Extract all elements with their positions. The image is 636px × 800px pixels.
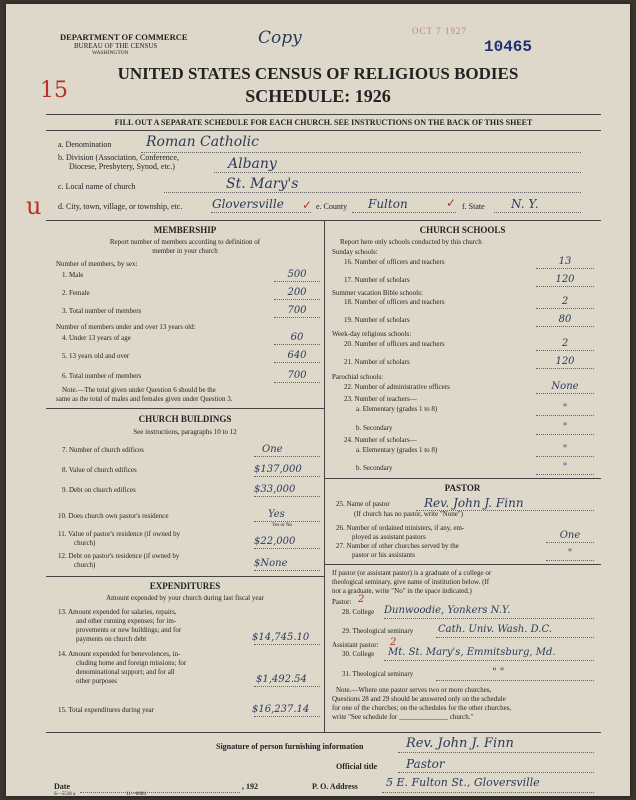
- local-name-value: St. Mary's: [226, 176, 299, 192]
- q20-label: 20. Number of officers and teachers: [344, 340, 445, 348]
- schools-heading: CHURCH SCHOOLS: [419, 225, 506, 235]
- membership-intro: Report number of members according to definition of: [109, 238, 261, 246]
- q15-value: $16,237.14: [252, 704, 310, 715]
- sunday-heading: Sunday schools:: [332, 248, 378, 256]
- official-title-label: Official title: [336, 762, 378, 771]
- q29-label: 29. Theological seminary: [342, 627, 414, 635]
- membership-intro-2: member in your church: [152, 247, 218, 255]
- red-mark-u: u: [26, 192, 42, 220]
- age-heading: Number of members under and over 13 years old:: [56, 323, 196, 331]
- signature-label: Signature of person furnishing information: [216, 742, 364, 751]
- q4-label: 4. Under 13 years of age: [62, 334, 131, 342]
- q24a-value: ": [562, 444, 568, 455]
- red-check-icon: ✓: [446, 196, 457, 210]
- q14-label-4: other purposes: [76, 677, 118, 685]
- county-label: e. County: [316, 202, 348, 211]
- po-address-value: 5 E. Fulton St., Gloversville: [386, 776, 540, 789]
- q3-value: 700: [287, 305, 307, 316]
- q24a-label: a. Elementary (grades 1 to 8): [356, 446, 438, 454]
- assistant-pastor-label: Assistant pastor:: [332, 641, 379, 649]
- q28-label: 28. College: [342, 608, 375, 616]
- q14-label: 14. Amount expended for benevolences, in-: [58, 650, 181, 658]
- q16-value: 13: [558, 256, 572, 267]
- q13-label-4: payments on church debt: [76, 635, 147, 643]
- sex-heading: Number of members, by sex:: [56, 260, 138, 268]
- page-title: UNITED STATES CENSUS OF RELIGIOUS BODIES: [117, 64, 519, 83]
- q19-label: 19. Number of scholars: [344, 316, 410, 324]
- department-label: DEPARTMENT OF COMMERCE: [60, 32, 188, 42]
- pastor-name-value: Rev. John J. Finn: [424, 496, 524, 510]
- q13-label-3: provements or new buildings; and for: [76, 626, 182, 634]
- red-mark-15: 15: [40, 78, 68, 103]
- membership-note: Note.—The total given under Question 6 should be the: [62, 386, 216, 394]
- city-town-label: d. City, town, village, or township, etc.: [58, 202, 183, 211]
- graduate-instruction-2: theological seminary, give name of institution below. (If: [332, 578, 490, 586]
- form-number: S—5518 a: [54, 792, 76, 797]
- q18-value: 2: [561, 296, 569, 307]
- q9-label: 9. Debt on church edifices: [62, 486, 136, 494]
- q4-value: 60: [290, 332, 304, 343]
- q20-value: 2: [561, 338, 569, 349]
- q27-label: 27. Number of other churches served by the: [336, 542, 459, 550]
- q13-label: 13. Amount expended for salaries, repairs,: [58, 608, 177, 616]
- q11-value: $22,000: [254, 536, 296, 547]
- schools-intro: Report here only schools conducted by this church: [340, 238, 482, 246]
- q10-value: Yes: [268, 509, 285, 520]
- q23b-value: ": [562, 422, 568, 433]
- q24-label: 24. Number of scholars—: [344, 436, 417, 444]
- q9-value: $33,000: [254, 484, 296, 495]
- q25-label: 25. Name of pastor: [336, 500, 390, 508]
- red-check-icon: ✓: [302, 198, 313, 212]
- q26-label: 26. Number of ordained ministers, if any, em-: [336, 524, 465, 532]
- po-address-label: P. O. Address: [312, 782, 358, 791]
- q13-value: $14,745.10: [252, 632, 310, 643]
- pastor-heading: PASTOR: [444, 483, 481, 493]
- q24b-label: b. Secondary: [356, 464, 393, 472]
- schedule-number-stamp: 10465: [484, 38, 533, 56]
- q8-value: $137,000: [254, 464, 302, 475]
- received-date-stamp: OCT 7 1927: [412, 26, 467, 36]
- copy-handwritten: Copy: [258, 28, 302, 48]
- instruction-banner: FILL OUT A SEPARATE SCHEDULE FOR EACH CHURCH. SEE INSTRUCTIONS ON THE BACK OF THIS SHEET: [114, 118, 533, 127]
- q3-label: 3. Total number of members: [62, 307, 142, 315]
- q24b-value: ": [562, 462, 568, 473]
- page-subtitle: SCHEDULE: 1926: [245, 86, 391, 106]
- bureau-label: BUREAU OF THE CENSUS: [74, 42, 158, 50]
- q12-label: 12. Debt on pastor's residence (if owned by: [58, 552, 180, 560]
- q14-value: $1,492.54: [256, 674, 307, 685]
- q7-label: 7. Number of church edifices: [62, 446, 144, 454]
- summer-heading: Summer vacation Bible schools:: [332, 289, 423, 297]
- division-value: Albany: [228, 156, 277, 172]
- q2-label: 2. Female: [62, 289, 90, 297]
- q14-label-2: cluding home and foreign missions; for: [76, 659, 187, 667]
- q16-label: 16. Number of officers and teachers: [344, 258, 445, 266]
- expenditures-subheading: Amount expended by your church during last fiscal year: [106, 594, 264, 602]
- city-label: WASHINGTON: [92, 50, 129, 56]
- expenditures-heading: EXPENDITURES: [149, 581, 221, 591]
- q6-label: 6. Total number of members: [62, 372, 142, 380]
- membership-heading: MEMBERSHIP: [153, 225, 217, 235]
- census-schedule-page: [6, 4, 630, 796]
- division-label-2: Diocese, Presbytery, Synod, etc.): [69, 162, 175, 171]
- q23b-label: b. Secondary: [356, 424, 393, 432]
- pastor-note-3: for one of the churches; on the schedules for the other churches,: [332, 704, 512, 712]
- q10-label: 10. Does church own pastor's residence: [58, 512, 169, 520]
- graduate-instruction-3: not a graduate, write "No" in the space indicated.): [332, 587, 472, 595]
- division-label: b. Division (Association, Conference,: [58, 153, 179, 162]
- q31-label: 31. Theological seminary: [342, 670, 414, 678]
- q5-value: 640: [287, 350, 307, 361]
- q30-value: Mt. St. Mary's, Emmitsburg, Md.: [388, 647, 556, 658]
- membership-note-2: same as the total of males and females given under Question 3.: [56, 395, 233, 403]
- q23a-value: ": [562, 403, 568, 414]
- q30-label: 30. College: [342, 650, 375, 658]
- local-name-label: c. Local name of church: [58, 182, 136, 191]
- q23-label: 23. Number of teachers—: [344, 395, 417, 403]
- state-label: f. State: [462, 202, 485, 211]
- q18-label: 18. Number of officers and teachers: [344, 298, 445, 306]
- q27-label-2: pastor or his assistants: [352, 551, 415, 559]
- date-label: Date: [54, 782, 70, 791]
- pastor-red-mark: 2: [358, 594, 365, 605]
- graduate-instruction: If pastor (or assistant pastor) is a graduate of a college or: [332, 569, 492, 577]
- q11-label-2: church): [74, 539, 96, 547]
- buildings-heading: CHURCH BUILDINGS: [138, 414, 232, 424]
- yes-no-hint: Yes or No: [272, 523, 293, 528]
- q13-label-2: and other running expenses; for im-: [76, 617, 177, 625]
- q7-value: One: [262, 444, 283, 455]
- denomination-value: Roman Catholic: [146, 134, 259, 150]
- q2-value: 200: [287, 287, 307, 298]
- denomination-label: a. Denomination: [58, 140, 112, 149]
- q8-label: 8. Value of church edifices: [62, 466, 137, 474]
- q12-label-2: church): [74, 561, 96, 569]
- q28-value: Dunwoodie, Yonkers N.Y.: [384, 605, 511, 616]
- q26-label-2: ployed as assistant pastors: [352, 533, 426, 541]
- weekday-heading: Week-day religious schools:: [332, 330, 412, 338]
- q22-label: 22. Number of administrative officers: [344, 383, 450, 391]
- state-value: N. Y.: [511, 197, 539, 211]
- q29-value: Cath. Univ. Wash. D.C.: [438, 624, 552, 635]
- signature-value: Rev. John J. Finn: [406, 736, 514, 751]
- print-number: 11—8084: [126, 792, 146, 797]
- q21-value: 120: [555, 356, 575, 367]
- buildings-subheading: See instructions, paragraphs 10 to 12: [133, 428, 237, 436]
- q31-value: " ": [492, 667, 505, 678]
- q25-note: (If church has no pastor, write "None"): [354, 510, 464, 518]
- q1-label: 1. Male: [62, 271, 84, 279]
- q14-label-3: denominational support; and for all: [76, 668, 175, 676]
- q15-label: 15. Total expenditures during year: [58, 706, 154, 714]
- city-town-value: Gloversville: [212, 197, 284, 211]
- q19-value: 80: [558, 314, 572, 325]
- q17-label: 17. Number of scholars: [344, 276, 410, 284]
- q12-value: $None: [254, 558, 288, 569]
- pastor-sub-label: Pastor:: [332, 598, 352, 606]
- assistant-red-mark: 2: [390, 637, 397, 648]
- pastor-note-4: write "See schedule for ______________ church.": [332, 713, 474, 721]
- q1-value: 500: [287, 269, 307, 280]
- q22-value: None: [551, 381, 579, 392]
- q11-label: 11. Value of pastor's residence (if owned by: [58, 530, 181, 538]
- q26-value: One: [559, 530, 581, 541]
- county-value: Fulton: [368, 197, 408, 211]
- parochial-heading: Parochial schools:: [332, 373, 384, 381]
- q21-label: 21. Number of scholars: [344, 358, 410, 366]
- q23a-label: a. Elementary (grades 1 to 8): [356, 405, 438, 413]
- official-title-value: Pastor: [406, 757, 445, 771]
- q6-value: 700: [287, 370, 307, 381]
- date-year: , 192: [242, 782, 258, 791]
- q5-label: 5. 13 years old and over: [62, 352, 130, 360]
- q17-value: 120: [555, 274, 575, 285]
- q27-value: ": [567, 548, 573, 559]
- pastor-note: Note.—Where one pastor serves two or more churches,: [336, 686, 492, 694]
- pastor-note-2: Questions 28 and 29 should be answered only on the schedule: [332, 695, 506, 703]
